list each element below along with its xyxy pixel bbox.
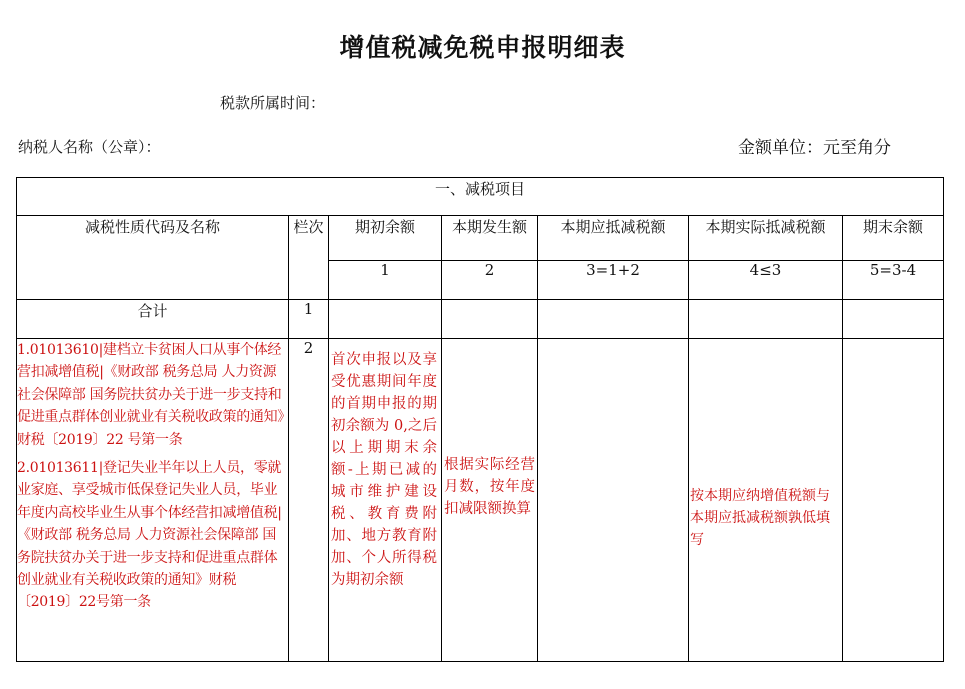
- taxpayer-name-label: 纳税人名称（公章）：: [18, 138, 161, 156]
- current-amount-note-cell: [442, 339, 538, 662]
- amount-unit-label: 金额单位：元至角分: [738, 138, 891, 158]
- total-current-amount-cell: [442, 300, 538, 339]
- detail-closing-balance-cell: [843, 339, 944, 662]
- form-title: 增值税减免税申报明细表: [339, 33, 626, 62]
- reduction-item-2: 2.01013611|登记失业半年以上人员，零就业家庭、享受城市低保登记失业人员，毕业年度内高校毕业生从事个体经营扣减增值税|《财政部 税务总局 人力资源社会保障部 国务院扶贫办关于进一步支持和促进重点群体创业就业有关税收政策的通知》财税〔2019〕22号第一条: [17, 460, 282, 611]
- column-number-2: 2: [442, 261, 538, 300]
- actual-deducted-note: 按本期应纳增值税额与本期应抵减税额孰低填写: [690, 488, 830, 548]
- total-closing-balance-cell: [843, 300, 944, 339]
- column-number-1: 1: [329, 261, 442, 300]
- detail-row-number: 2: [289, 339, 329, 662]
- header-opening-balance: 期初余额: [329, 216, 442, 261]
- opening-balance-note: 首次申报以及享受优惠期间年度的首期申报的期初余额为 0,之后以上期期末余额-上期已减的城市维护建设税、教育费附加、地方教育附加、个人所得税为期初余额: [331, 352, 437, 588]
- header-actual-deducted: 本期实际抵减税额: [689, 216, 843, 261]
- total-actual-deducted-cell: [689, 300, 843, 339]
- column-number-5: 5=3-4: [843, 261, 944, 300]
- header-row-no: 栏次: [289, 216, 329, 300]
- opening-balance-note-cell: [329, 339, 442, 662]
- section-banner: 一、减税项目: [17, 178, 944, 216]
- header-current-deductible: 本期应抵减税额: [538, 216, 689, 261]
- total-current-deductible-cell: [538, 300, 689, 339]
- tax-period-label: 税款所属时间：: [220, 94, 326, 112]
- header-code-name: 减税性质代码及名称: [17, 216, 289, 300]
- column-number-3: 3=1+2: [538, 261, 689, 300]
- detail-current-deductible-cell: [538, 339, 689, 662]
- actual-deducted-note-cell: [689, 339, 843, 662]
- column-number-4: 4≤3: [689, 261, 843, 300]
- reduction-items-cell: [17, 339, 289, 662]
- total-opening-balance-cell: [329, 300, 442, 339]
- total-row-number: 1: [289, 300, 329, 339]
- total-row-label: 合计: [17, 300, 289, 339]
- current-amount-note: 根据实际经营月数，按年度扣减限额换算: [444, 457, 535, 517]
- header-closing-balance: 期末余额: [843, 216, 944, 261]
- reduction-item-1: 1.01013610|建档立卡贫困人口从事个体经营扣减增值税|《财政部 税务总局 人力资源社会保障部 国务院扶贫办关于进一步支持和促进重点群体创业就业有关税收政策的通知》财税〔2019〕22 号第一条: [17, 342, 284, 448]
- header-current-amount: 本期发生额: [442, 216, 538, 261]
- tax-reduction-table: [16, 177, 944, 662]
